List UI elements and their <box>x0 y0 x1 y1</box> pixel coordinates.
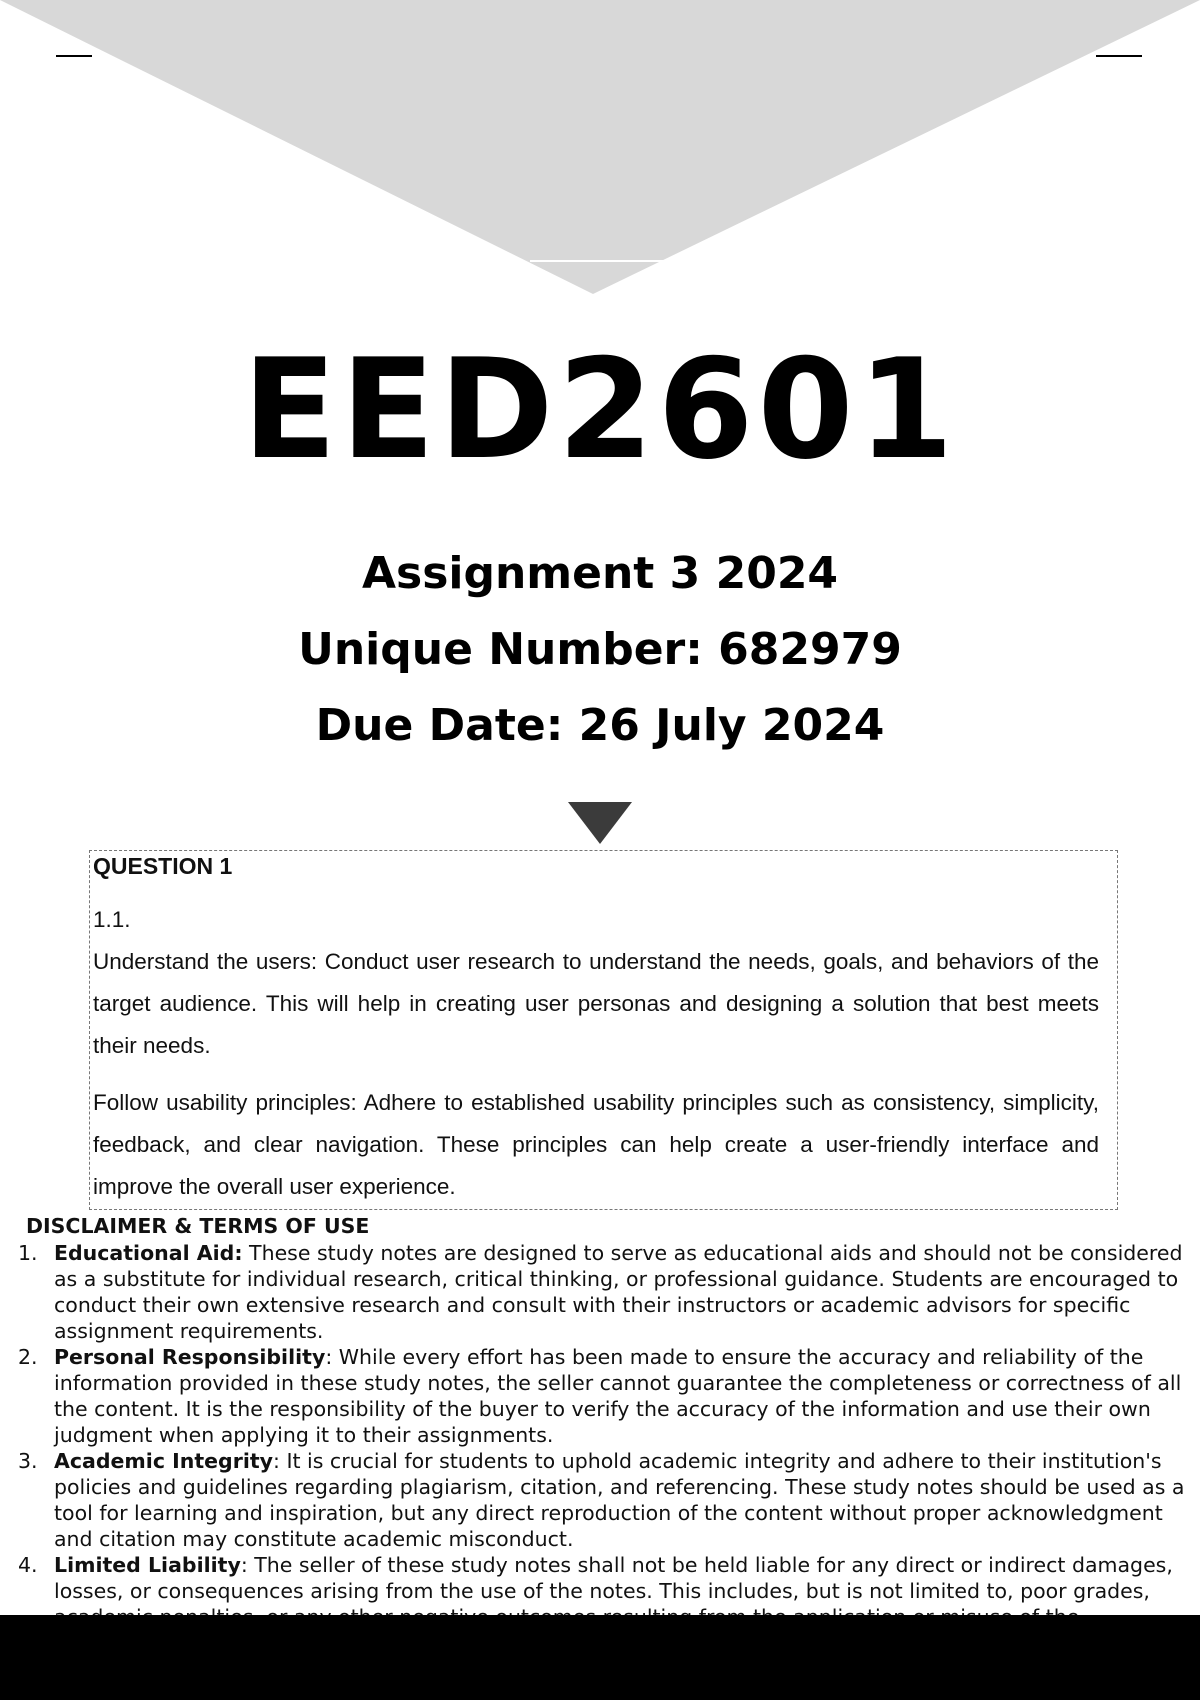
disclaimer-item <box>0 1448 1200 1552</box>
corner-line-left <box>56 55 92 57</box>
banner-highlight <box>530 260 670 262</box>
disclaimer-item-text: : While every effort has been made to ensure the accuracy and reliability of the information provided in these study notes, the seller cannot guarantee the completeness or correctness of all the content. It is the responsibility of the buyer to verify the accuracy of the information and use their own judgment when applying it to their assignments. <box>54 1345 1182 1447</box>
disclaimer-item-title: Limited Liability <box>54 1553 241 1577</box>
disclaimer-item <box>0 1344 1200 1448</box>
disclaimer-item-text: : It is crucial for students to uphold academic integrity and adhere to their institution's policies and guidelines regarding plagiarism, citation, and referencing. These study notes should be used as a tool for learning and inspiration, but any direct reproduction of the content without proper acknowledgment and citation may constitute academic misconduct. <box>54 1449 1185 1551</box>
disclaimer-heading: DISCLAIMER & TERMS OF USE <box>26 1214 370 1238</box>
disclaimer-item <box>0 1240 1200 1344</box>
cover-banner <box>0 0 1200 300</box>
disclaimer-item-title: Personal Responsibility <box>54 1345 326 1369</box>
disclaimer-list <box>0 1240 1200 1656</box>
banner-chevron <box>0 0 1200 294</box>
disclaimer-item-number: 1. <box>18 1241 38 1265</box>
disclaimer-item-title: Academic Integrity <box>54 1449 274 1473</box>
question-number: 1.1. <box>93 907 131 932</box>
assignment-title: Assignment 3 2024 <box>361 548 839 599</box>
preview-cutoff-bar <box>0 1615 1200 1700</box>
question-paragraph: Understand the users: Conduct user research to understand the needs, goals, and behaviors of the target audience. This will help in creating user personas and designing a solution that best meets their needs. <box>93 949 1099 1058</box>
disclaimer-item-number: 4. <box>18 1553 38 1577</box>
course-code-title: EED2601 <box>242 329 958 490</box>
unique-number: Unique Number: 682979 <box>298 624 902 675</box>
disclaimer-item-text: : The seller of these study notes shall not be held liable for any direct or indirect damages, losses, or consequences arising from the use of the notes. This includes, but is not limited to, poor grades, <box>54 1553 1173 1603</box>
disclaimer-item-text: These study notes are designed to serve as educational aids and should not be considered as a substitute for individual research, critical thinking, or professional guidance. Students are encouraged to conduct their own extensive research and consult with their instructors or academic advisors for specific assignment requirements. <box>54 1241 1183 1343</box>
disclaimer-item-number: 2. <box>18 1345 38 1369</box>
disclaimer-item-title: Educational Aid: <box>54 1241 243 1265</box>
question-preview-box <box>89 850 1118 1210</box>
corner-line-right <box>1096 55 1142 57</box>
question-paragraph: Follow usability principles: Adhere to established usability principles such as consistency, simplicity, feedback, and clear navigation. These principles can help create a user-friendly interface and improve the overall user experience. <box>93 1090 1099 1199</box>
disclaimer-item-number: 3. <box>18 1449 38 1473</box>
question-heading: QUESTION 1 <box>93 853 233 879</box>
down-arrow-icon <box>568 802 632 844</box>
due-date: Due Date: 26 July 2024 <box>315 700 885 751</box>
